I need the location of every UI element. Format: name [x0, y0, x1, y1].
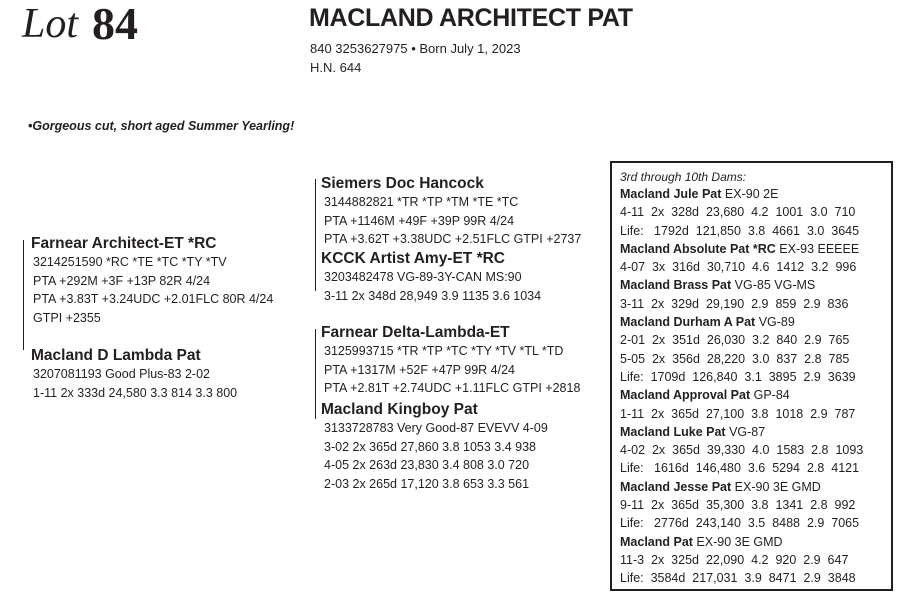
sires-dam-line: 3203482478 VG-89-3Y-CAN MS:90	[324, 270, 522, 284]
extended-dam-name	[620, 240, 891, 258]
dams-dam-block	[321, 400, 548, 493]
dam-classification: EX-90 2E	[724, 187, 779, 201]
sires-sire-name: Siemers Doc Hancock	[321, 175, 484, 192]
lot-label: Lot	[22, 1, 79, 47]
extended-dams-box	[610, 161, 893, 591]
extended-dam-name	[620, 386, 891, 404]
sires-dam-name: KCCK Artist Amy-ET *RC	[321, 250, 506, 267]
dams-sire-line: 3125993715 *TR *TP *TC *TY *TV *TL *TD	[324, 344, 564, 358]
dam-name-text: Macland Absolute Pat *RC	[620, 241, 776, 256]
pedigree-line-sire-dam	[23, 240, 24, 350]
dam-classification: GP-84	[753, 388, 790, 403]
dam-name-text: Macland Brass Pat	[620, 278, 732, 293]
dam-line: 3207081193 Good Plus-83 2-02	[33, 367, 210, 381]
dam-line: 1-11 2x 333d 24,580 3.3 814 3.3 800	[33, 385, 238, 400]
extended-dam-name	[620, 276, 891, 294]
sires-sire-line: PTA +1146M +49F +39P 99R 4/24	[324, 213, 515, 228]
extended-dam-name	[620, 313, 891, 331]
dam-record: Life: 1616d 146,480 3.6 5294 2.8 4121	[620, 461, 860, 476]
dam-record: 4-07 3x 316d 30,710 4.6 1412 3.2 996	[620, 260, 857, 275]
registration-line: 840 3253627975 • Born July 1, 2023	[310, 41, 521, 56]
dam-record: 5-05 2x 356d 28,220 3.0 837 2.8 785	[620, 351, 850, 366]
dam-record: 11-3 2x 325d 22,090 4.2 920 2.9 647	[620, 552, 849, 567]
dam-record: 4-11 2x 328d 23,680 4.2 1001 3.0 710	[620, 205, 856, 220]
sires-dam-block	[321, 249, 541, 305]
pedigree-line-sire-side	[315, 179, 316, 291]
dams-dam-line: 4-05 2x 263d 23,830 3.4 808 3.0 720	[324, 458, 530, 472]
dam-classification: VG-89	[758, 315, 795, 330]
dam-record: 1-11 2x 365d 27,100 3.8 1018 2.9 787	[620, 406, 856, 421]
sire-name: Farnear Architect-ET *RC	[31, 235, 217, 252]
dam-name-text: Macland Jesse Pat	[620, 479, 732, 494]
dam-block	[31, 346, 237, 402]
dam-classification: VG-85 VG-MS	[734, 278, 816, 293]
animal-name: MACLAND ARCHITECT PAT	[309, 4, 633, 32]
lot-number: 84	[92, 0, 138, 49]
pedigree-line-dam-side	[315, 329, 316, 419]
dam-record: 4-02 2x 365d 39,330 4.0 1583 2.8 1093	[620, 443, 864, 458]
sire-line: PTA +3.83T +3.24UDC +2.01FLC 80R 4/24	[33, 292, 274, 306]
dam-classification: EX-90 3E GMD	[696, 534, 783, 549]
sire-line: PTA +292M +3F +13P 82R 4/24	[33, 273, 211, 288]
sire-block	[31, 234, 273, 327]
lot-comment: •Gorgeous cut, short aged Summer Yearling!	[28, 119, 295, 133]
dam-name-text: Macland Jule Pat	[620, 187, 722, 201]
dam-classification: VG-87	[729, 424, 766, 439]
extended-dam-name	[620, 478, 891, 496]
dam-name-text: Macland Luke Pat	[620, 424, 726, 439]
dams-sire-block	[321, 323, 580, 398]
dam-name: Macland D Lambda Pat	[31, 347, 201, 364]
sires-sire-block	[321, 174, 581, 249]
dam-record: 2-01 2x 351d 26,030 3.2 840 2.9 765	[620, 333, 850, 348]
dam-record: Life: 1709d 126,840 3.1 3895 2.9 3639	[620, 369, 856, 384]
dams-dam-line: 3133728783 Very Good-87 EVEVV 4-09	[324, 421, 548, 435]
dam-classification: EX-90 3E GMD	[734, 479, 821, 494]
extended-dam-name	[620, 423, 891, 441]
dams-dam-line: 3-02 2x 365d 27,860 3.8 1053 3.4 938	[324, 439, 536, 454]
dam-name-text: Macland Approval Pat	[620, 388, 751, 403]
herd-number: H.N. 644	[310, 60, 362, 75]
dam-record: Life: 1792d 121,850 3.8 4661 3.0 3645	[620, 223, 860, 238]
dam-name-text: Macland Durham A Pat	[620, 315, 756, 330]
extended-dam-name	[620, 185, 891, 203]
sire-line: 3214251590 *RC *TE *TC *TY *TV	[33, 255, 227, 269]
extended-dam-name	[620, 533, 891, 551]
dam-record: Life: 3584d 217,031 3.9 8471 2.9 3848	[620, 571, 856, 586]
dam-name-text: Macland Pat	[620, 534, 693, 549]
dam-classification: EX-93 EEEEE	[779, 241, 860, 256]
dams-dam-line: 2-03 2x 265d 17,120 3.8 653 3.3 561	[324, 476, 530, 491]
dams-sire-name: Farnear Delta-Lambda-ET	[321, 324, 510, 341]
dams-dam-name: Macland Kingboy Pat	[321, 401, 478, 418]
extended-dams-title: 3rd through 10th Dams:	[620, 170, 747, 184]
sires-sire-line: 3144882821 *TR *TP *TM *TE *TC	[324, 195, 519, 209]
sires-dam-line: 3-11 2x 348d 28,949 3.9 1135 3.6 1034	[324, 288, 542, 303]
sire-line: GTPI +2355	[33, 310, 101, 325]
dam-record: 3-11 2x 329d 29,190 2.9 859 2.9 836	[620, 296, 849, 311]
dams-sire-line: PTA +2.81T +2.74UDC +1.11FLC GTPI +2818	[324, 381, 581, 395]
dam-record: 9-11 2x 365d 35,300 3.8 1341 2.8 992	[620, 498, 856, 513]
dams-sire-line: PTA +1317M +52F +47P 99R 4/24	[324, 362, 515, 377]
sires-sire-line: PTA +3.62T +3.38UDC +2.51FLC GTPI +2737	[324, 232, 582, 246]
dam-record: Life: 2776d 243,140 3.5 8488 2.9 7065	[620, 516, 860, 531]
